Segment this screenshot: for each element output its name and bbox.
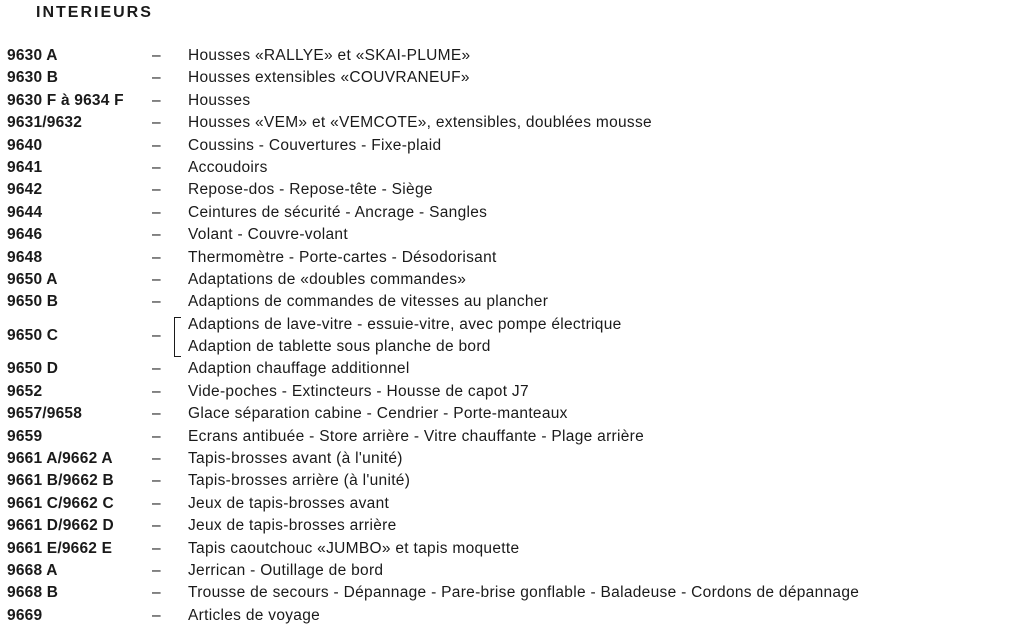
item-dash: –: [152, 270, 161, 288]
list-item: [0, 179, 1024, 201]
list-item: [0, 90, 1024, 112]
item-dash: –: [152, 405, 161, 423]
item-dash: –: [152, 248, 161, 266]
list-item: [0, 202, 1024, 224]
list-item: [0, 515, 1024, 537]
bracket: [174, 317, 181, 357]
list-item: [0, 582, 1024, 604]
list-item: [0, 224, 1024, 246]
item-dash: –: [152, 360, 161, 378]
item-code: 9661 D/9662 D: [7, 517, 114, 535]
item-code: 9657/9658: [7, 405, 83, 423]
item-code: 9661 B/9662 B: [7, 472, 114, 490]
item-description: Tapis caoutchouc «JUMBO» et tapis moquette: [188, 539, 520, 557]
item-code: 9668 B: [7, 584, 59, 602]
item-code: 9648: [7, 248, 43, 266]
item-code: 9644: [7, 203, 43, 221]
item-dash: –: [152, 69, 161, 87]
grouped-row: [0, 314, 1024, 359]
item-description: Repose-dos - Repose-tête - Siège: [188, 181, 433, 199]
item-code: 9642: [7, 181, 43, 199]
item-description: Jeux de tapis-brosses avant: [188, 494, 390, 512]
page-title: INTERIEURS: [36, 4, 153, 21]
list-item: [0, 112, 1024, 134]
list-item: [0, 560, 1024, 582]
catalog-list: [0, 45, 1024, 627]
item-description: Articles de voyage: [188, 606, 321, 624]
item-dash: –: [152, 293, 161, 311]
item-dash: –: [152, 326, 161, 344]
item-description: Jeux de tapis-brosses arrière: [188, 517, 397, 535]
item-dash: –: [152, 91, 161, 109]
item-description: Housses extensibles «COUVRANEUF»: [188, 69, 470, 87]
item-description: Tapis-brosses avant (à l'unité): [188, 450, 403, 468]
item-code: 9650 A: [7, 270, 58, 288]
list-item: [0, 67, 1024, 89]
item-dash: –: [152, 584, 161, 602]
item-description: Accoudoirs: [188, 158, 268, 176]
item-description: Coussins - Couvertures - Fixe-plaid: [188, 136, 442, 154]
rows-before: [0, 45, 1024, 314]
item-code: 9630 B: [7, 69, 59, 87]
list-item: [0, 358, 1024, 380]
list-item: [0, 426, 1024, 448]
item-code: 9650 D: [7, 360, 59, 378]
item-description: Glace séparation cabine - Cendrier - Porte-manteaux: [188, 405, 568, 423]
item-code: 9631/9632: [7, 114, 83, 132]
item-dash: –: [152, 472, 161, 490]
item-dash: –: [152, 114, 161, 132]
item-code: 9641: [7, 158, 43, 176]
item-dash: –: [152, 494, 161, 512]
item-description: Jerrican - Outillage de bord: [188, 562, 384, 579]
list-item: [0, 45, 1024, 67]
list-item: [0, 157, 1024, 179]
item-description: Trousse de secours - Dépannage - Pare-brise gonflable - Baladeuse - Cordons de dépannage: [188, 584, 860, 602]
item-description: Vide-poches - Extincteurs - Housse de capot J7: [188, 382, 529, 400]
item-code: 9661 A/9662 A: [7, 450, 113, 468]
item-description: Thermomètre - Porte-cartes - Désodorisant: [188, 248, 497, 266]
item-description: Adaption chauffage additionnel: [188, 360, 410, 378]
list-item: [0, 403, 1024, 425]
item-code: 9661 E/9662 E: [7, 539, 113, 557]
item-description: Housses «RALLYE» et «SKAI-PLUME»: [188, 47, 471, 64]
item-dash: –: [152, 158, 161, 176]
list-item: [0, 493, 1024, 515]
item-code: 9668 A: [7, 562, 58, 579]
item-code: 9646: [7, 226, 43, 244]
item-dash: –: [152, 203, 161, 221]
item-dash: –: [152, 181, 161, 199]
item-dash: –: [152, 427, 161, 445]
item-dash: –: [152, 226, 161, 244]
item-dash: –: [152, 382, 161, 400]
rows-after: [0, 358, 1024, 627]
item-description: Housses «VEM» et «VEMCOTE», extensibles, doublées mousse: [188, 114, 652, 132]
item-code: 9630 F à 9634 F: [7, 91, 124, 109]
item-description: Adaptions de lave-vitre - essuie-vitre, avec pompe électrique: [188, 315, 622, 333]
item-dash: –: [152, 517, 161, 535]
item-description: Ceintures de sécurité - Ancrage - Sangles: [188, 203, 488, 221]
list-item: [0, 291, 1024, 313]
item-code: 9661 C/9662 C: [7, 494, 114, 512]
item-code: 9659: [7, 427, 43, 445]
item-description: Adaptations de «doubles commandes»: [188, 270, 467, 288]
item-code: 9650 B: [7, 293, 59, 311]
item-dash: –: [152, 562, 161, 579]
item-code: 9640: [7, 136, 43, 154]
list-item: [0, 381, 1024, 403]
list-item: [0, 538, 1024, 560]
item-code: 9669: [7, 606, 43, 624]
item-description: Volant - Couvre-volant: [188, 226, 348, 244]
list-item: [0, 135, 1024, 157]
item-dash: –: [152, 136, 161, 154]
item-dash: –: [152, 450, 161, 468]
list-item: [0, 247, 1024, 269]
item-code: 9650 C: [7, 326, 59, 344]
item-description: Tapis-brosses arrière (à l'unité): [188, 472, 411, 490]
item-description: Housses: [188, 91, 251, 109]
item-dash: –: [152, 606, 161, 624]
list-item: [0, 269, 1024, 291]
item-description: Ecrans antibuée - Store arrière - Vitre chauffante - Plage arrière: [188, 427, 645, 445]
item-dash: –: [152, 47, 161, 64]
list-item: [0, 605, 1024, 627]
item-description: Adaptions de commandes de vitesses au plancher: [188, 293, 549, 311]
item-code: 9630 A: [7, 47, 58, 64]
list-item: [0, 448, 1024, 470]
item-code: 9652: [7, 382, 43, 400]
item-description: Adaption de tablette sous planche de bord: [188, 338, 491, 356]
item-dash: –: [152, 539, 161, 557]
list-item: [0, 470, 1024, 492]
